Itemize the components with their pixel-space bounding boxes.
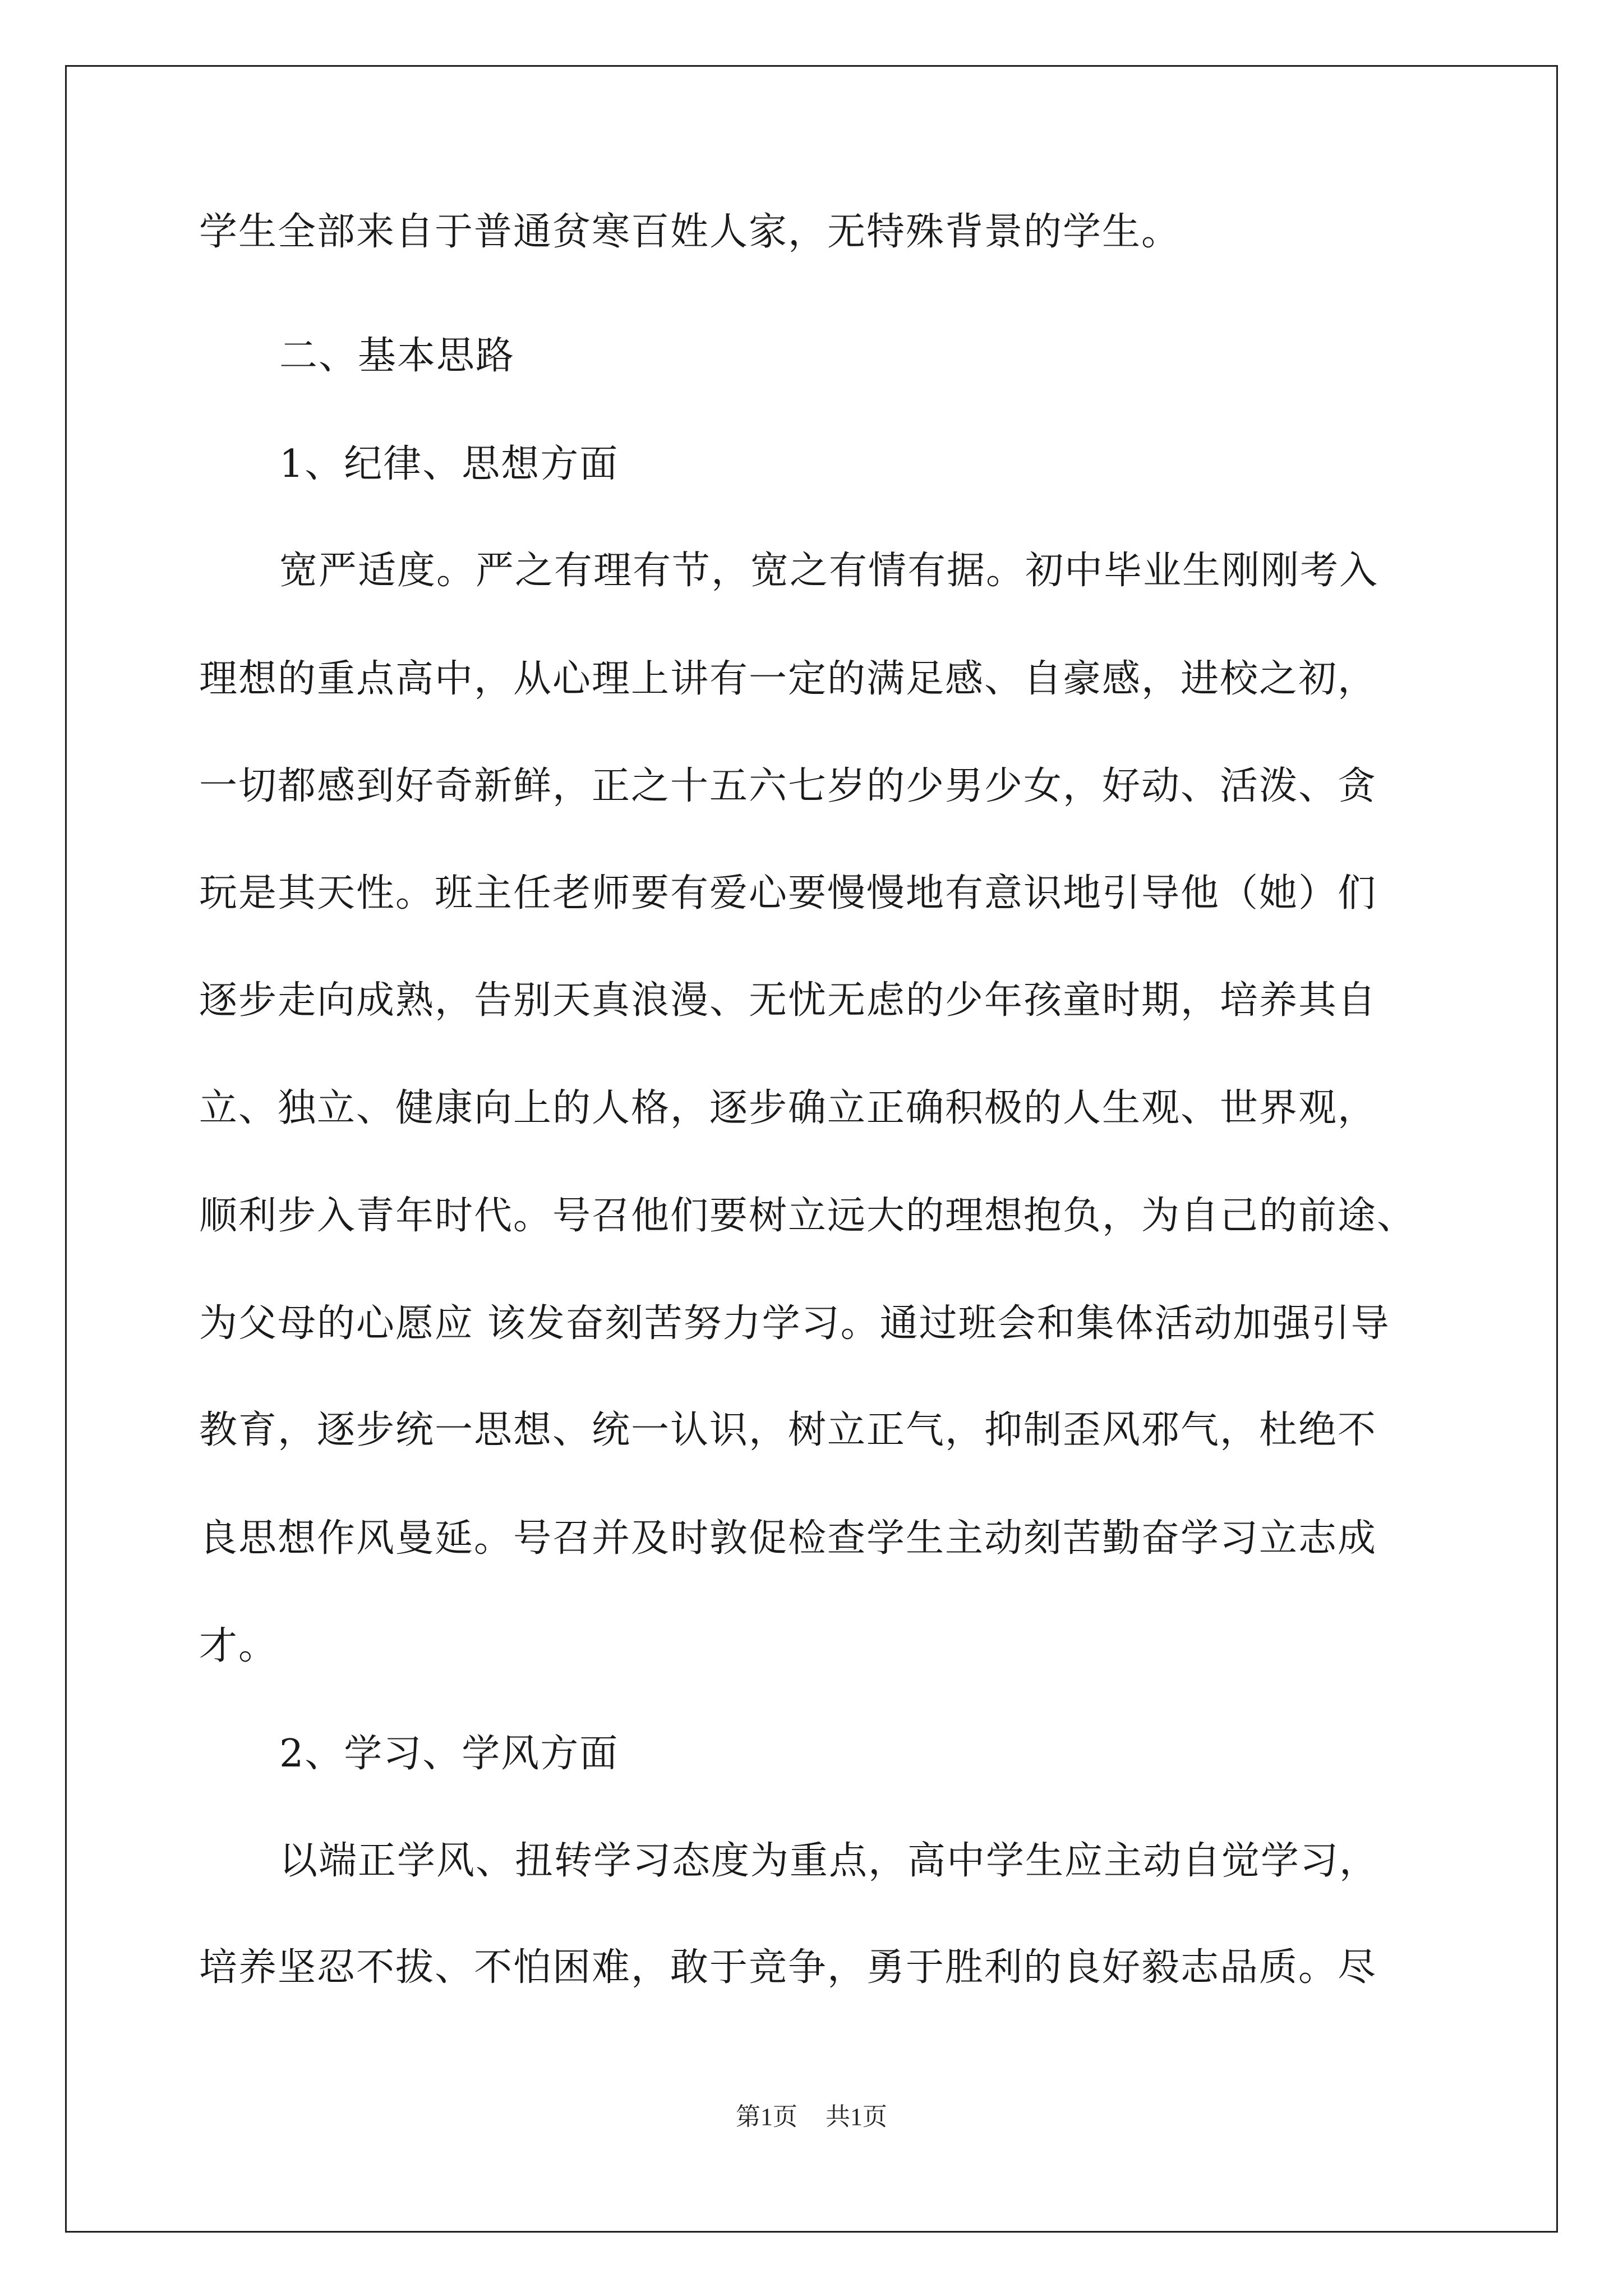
body-line: 玩是其天性。班主任老师要有爱心要慢慢地有意识地引导他（她）们 <box>199 871 1377 915</box>
subsection-heading: 2、学习、学风方面 <box>279 1732 619 1776</box>
subsection-heading: 1、纪律、思想方面 <box>279 442 619 486</box>
body-line: 培养坚忍不拔、不怕困难，敢于竞争，勇于胜利的良好毅志品质。尽 <box>199 1945 1377 1990</box>
body-line: 理想的重点高中，从心理上讲有一定的满足感、自豪感，进校之初， <box>199 657 1377 701</box>
body-line: 宽严适度。严之有理有节，宽之有情有据。初中毕业生刚刚考入 <box>279 549 1379 593</box>
page-total: 共1页 <box>826 2103 887 2131</box>
body-line: 逐步走向成熟，告别天真浪漫、无忧无虑的少年孩童时期，培养其自 <box>199 978 1377 1023</box>
page-number: 第1页 <box>736 2103 797 2131</box>
body-line: 为父母的心愿应 该发奋刻苦努力学习。通过班会和集体活动加强引导 <box>199 1301 1390 1346</box>
body-line: 良思想作风曼延。号召并及时敦促检查学生主动刻苦勤奋学习立志成 <box>199 1516 1377 1561</box>
body-line: 才。 <box>199 1624 278 1668</box>
body-line: 立、独立、健康向上的人格，逐步确立正确积极的人生观、世界观， <box>199 1086 1377 1130</box>
section-heading: 二、基本思路 <box>279 334 515 378</box>
page-border <box>65 65 1558 2233</box>
body-line: 以端正学风、扭转学习态度为重点，高中学生应主动自觉学习， <box>279 1839 1379 1883</box>
page-footer <box>0 2100 1623 2134</box>
body-line: 学生全部来自于普通贫寒百姓人家，无特殊背景的学生。 <box>199 210 1181 254</box>
body-line: 教育，逐步统一思想、统一认识，树立正气，抑制歪风邪气，杜绝不 <box>199 1408 1377 1452</box>
body-line: 一切都感到好奇新鲜，正之十五六七岁的少男少女，好动、活泼、贪 <box>199 764 1377 808</box>
body-line: 顺利步入青年时代。号召他们要树立远大的理想抱负，为自己的前途、 <box>199 1194 1417 1238</box>
